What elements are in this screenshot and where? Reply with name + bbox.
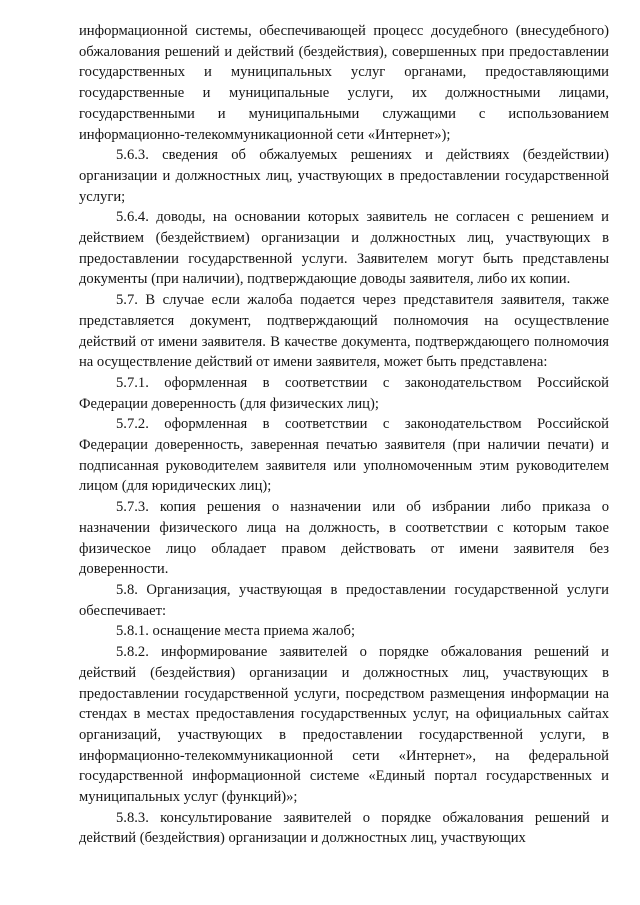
paragraph: 5.7.2. оформленная в соответствии с законодательством Российской Федерации доверенность, заверенная печатью заявителя (при наличии печати) и подписанная руководителем заявителя или уполномоченным этим руководителем лицом (для юридических лиц); xyxy=(79,416,609,495)
paragraph: 5.8.1. оснащение места приема жалоб; xyxy=(116,623,356,640)
paragraph: 5.7.3. копия решения о назначении или об избрании либо приказа о назначении физического лица на должность, в соответствии с которым такое физическое лицо обладает правом действовать от имени заявителя без доверенности. xyxy=(79,499,609,578)
paragraph: информационной системы, обеспечивающей процесс досудебного (внесудебного) обжалования решений и действий (бездействия), совершенных при предоставлении государственных и муниципальных услуг органами, предоставляющими государственные и муниципальные услуги, их должностными лицами, государственными и муниципальными служащими с использованием информационно-телекоммуникационной сети «Интернет»); xyxy=(79,23,609,143)
paragraph: 5.8. Организация, участвующая в предоставлении государственной услуги обеспечивает: xyxy=(79,581,609,619)
paragraph: 5.6.3. сведения об обжалуемых решениях и действиях (бездействии) организации и должностных лиц, участвующих в предоставлении государственной услуги; xyxy=(79,147,609,205)
paragraph: 5.8.3. консультирование заявителей о порядке обжалования решений и действий (бездействия) организации и должностных лиц, участвующих xyxy=(79,809,609,847)
paragraph: 5.6.4. доводы, на основании которых заявитель не согласен с решением и действием (бездействием) организации и должностных лиц, участвующих в предоставлении государственной услуги. Заявителем могут быть представлены документы (при наличии), подтверждающие доводы заявителя, либо их копии. xyxy=(79,209,609,288)
paragraph: 5.8.2. информирование заявителей о порядке обжалования решений и действий (бездействия) организации и должностных лиц, участвующих в предоставлении государственной услуги, посредством размещения информации на стендах в местах предоставления государственных услуг, на официальных сайтах организаций, участвующих в предоставлении государственной услуги, в информационно-телекоммуникационной сети «Интернет», на федеральной государственной информационной системе «Единый портал государственных и муниципальных услуг (функций)»; xyxy=(79,644,609,806)
paragraph: 5.7. В случае если жалоба подается через представителя заявителя, также представляется документ, подтверждающий полномочия на осуществление действий от имени заявителя. В качестве документа, подтверждающего полномочия на осуществление действий от имени заявителя, может быть представлена: xyxy=(79,292,609,371)
paragraph: 5.7.1. оформленная в соответствии с законодательством Российской Федерации доверенность (для физических лиц); xyxy=(79,374,609,412)
